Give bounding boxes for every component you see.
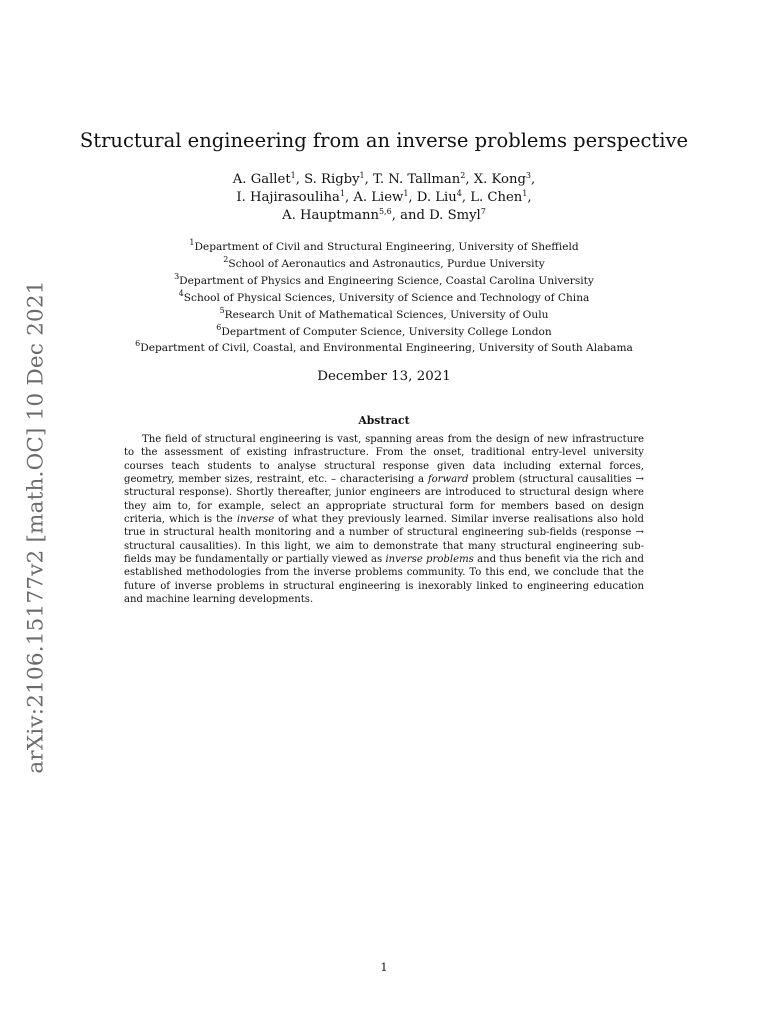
author-line-1 xyxy=(0,171,768,189)
abstract-text: problem (structural causalities → structural response). Shortly thereafter, junior engineers are introduced to structural design where they aim to, for example, select an appropriate structural form for members based on design criteria, which is the xyxy=(124,474,644,526)
page-number: 1 xyxy=(380,961,388,974)
abstract-text: of what they previously learned. Similar inverse realisations also hold true in structural health monitoring and a number of structural engineering sub-fields (response → structural causalities). In this light, we aim to demonstrate that many structural engineering sub-fields may be fundamentally or partially viewed as xyxy=(124,514,645,566)
author-list xyxy=(0,171,768,225)
affiliation: $^1$Department of Civil and Structural Engineering, University of Sheffield xyxy=(189,238,579,253)
author-line-2 xyxy=(0,189,768,207)
author: S. Rigby$^1$, xyxy=(304,171,374,187)
author: D. Smyl$^7$ xyxy=(429,207,486,223)
author: X. Kong$^3$, xyxy=(473,171,536,187)
affiliation: $^6$Department of Civil, Coastal, and Environmental Engineering, University of South Alabama xyxy=(135,339,633,355)
affiliation-list xyxy=(0,239,768,357)
arxiv-identifier-stamp: arXiv:2106.15177v2 [math.OC] 10 Dec 2021 xyxy=(23,280,49,774)
author: D. Liu$^4$, xyxy=(416,189,471,205)
affiliation: $^6$Department of Computer Science, University College London xyxy=(216,322,552,338)
author: A. Gallet$^1$, xyxy=(232,171,305,187)
author: A. Hauptmann$^{5,6}$, and xyxy=(282,207,430,223)
abstract-heading: Abstract xyxy=(358,414,410,427)
publication-date: December 13, 2021 xyxy=(317,369,451,384)
affiliation: $^5$Research Unit of Mathematical Sciences, University of Oulu xyxy=(219,305,549,321)
abstract-body xyxy=(124,433,644,606)
abstract-text: The field of structural engineering is vast, spanning areas from the design of new infrastructure to the assessment of existing infrastructure. From the onset, traditional entry-level university courses teach students to analyse structural response given data including external forces, geometry, member sizes, restraint, etc. – characterising a xyxy=(124,434,644,486)
author: L. Chen$^1$, xyxy=(470,189,532,205)
abstract-emphasis: inverse problems xyxy=(385,554,474,566)
author: A. Liew$^1$, xyxy=(353,189,417,205)
author-line-3 xyxy=(0,207,768,225)
abstract-text: and thus benefit via the rich and established methodologies from the inverse problems community. To this end, we conclude that the future of inverse problems in structural engineering is inexorably linked to engineering education and machine learning developments. xyxy=(124,554,645,606)
abstract-emphasis: forward xyxy=(427,474,469,486)
affiliation: $^2$School of Aeronautics and Astronautics, Purdue University xyxy=(223,254,545,270)
author: I. Hajirasouliha$^1$, xyxy=(236,189,354,205)
affiliation: $^3$Department of Physics and Engineering Science, Coastal Carolina University xyxy=(174,271,594,287)
affiliation: $^4$School of Physical Sciences, University of Science and Technology of China xyxy=(178,288,590,304)
paper-title: Structural engineering from an inverse problems perspective xyxy=(79,129,689,152)
author: T. N. Tallman$^2$, xyxy=(373,171,474,187)
abstract-emphasis: inverse xyxy=(236,514,275,526)
